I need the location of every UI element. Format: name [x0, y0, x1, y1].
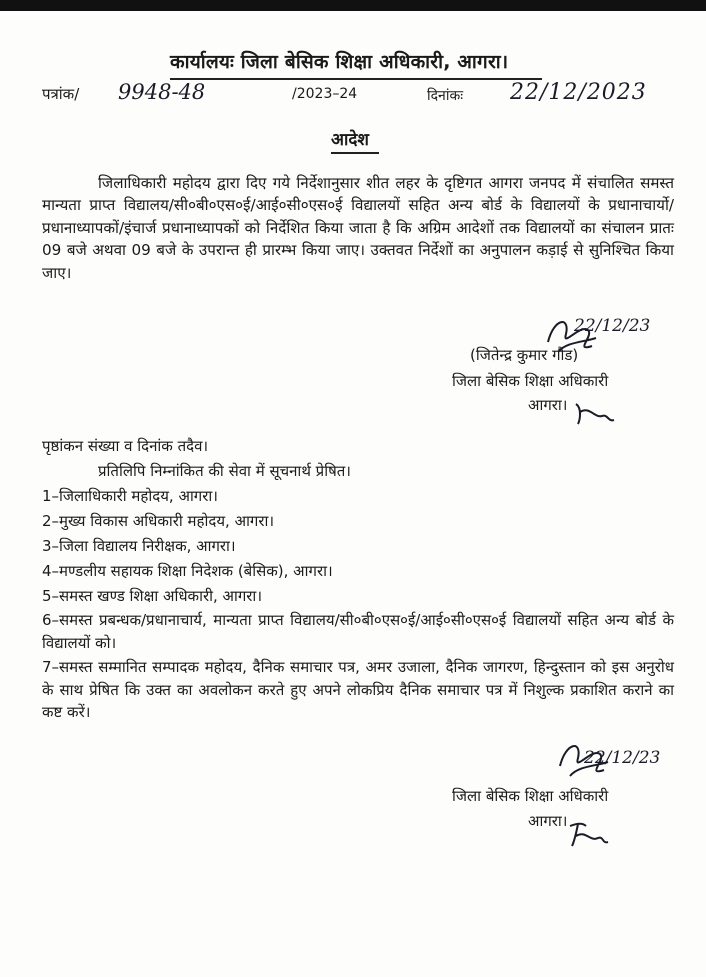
reference-year: /2023–24	[292, 86, 358, 102]
order-body: जिलाधिकारी महोदय द्वारा दिए गये निर्देशानुसार शीत लहर के दृष्टिगत आगरा जनपद में संचालित समस्त मान्यता प्राप्त विद्यालय/सी०बी०एस०ई/आई०सी०एस०ई विद्यालयों सहित अन्य बोर्ड के विद्यालयों के प्रधानाचार्यो/प्रधानाध्यापकों/इंचार्ज प्रधानाध्यापकों को निर्देशित किया जाता है कि अग्रिम आदेशों तक विद्यालयों का संचालन प्रातः 09 बजे अथवा 09 बजे के उपरान्त ही प्रारम्भ किया जाए। उक्तवत निर्देशों का अनुपालन कड़ाई से सुनिश्चित किया जाए।	[42, 174, 674, 282]
list-item: 3–जिला विद्यालय निरीक्षक, आगरा।	[42, 537, 236, 555]
list-item: 4–मण्डलीय सहायक शिक्षा निदेशक (बेसिक), आगरा।	[42, 562, 333, 580]
officer-name: (जितेन्द्र कुमार गौड)	[470, 346, 579, 364]
list-item: 5–समस्त खण्ड शिक्षा अधिकारी, आगरा।	[42, 587, 263, 605]
copy-forwarded-line: प्रतिलिपि निम्नांकित की सेवा में सूचनार्थ प्रेषित।	[98, 462, 351, 480]
order-title-underline	[331, 152, 379, 154]
list-item: 6–समस्त प्रबन्धक/प्रधानाचार्य, मान्यता प्राप्त विद्यालय/सी०बी०एस०ई/आई०सी०एस०ई विद्यालयों सहित अन्य बोर्ड के विद्यालयों को।	[42, 611, 674, 652]
initial-mark-2	[566, 818, 610, 850]
date-value: 22/12/2023	[510, 80, 647, 105]
signature-1-date: 22/12/23	[574, 316, 651, 336]
signature-2-date: 22/12/23	[584, 748, 661, 768]
reference-label: पत्रांक/	[42, 85, 80, 103]
list-item: 7–समस्त सम्मानित सम्पादक महोदय, दैनिक समाचार पत्र, अमर उजाला, दैनिक जागरण, हिन्दुस्तान को इस अनुरोध के साथ प्रेषित कि उक्त का अवलोकन करते हुए अपने लोकप्रिय दैनिक समाचार पत्र में निशुल्क प्रकाशित कराने का कष्ट करें।	[42, 658, 674, 721]
list-item: 1–जिलाधिकारी महोदय, आगरा।	[42, 487, 218, 505]
order-title: आदेश	[331, 130, 369, 150]
officer-place-1: आगरा।	[528, 396, 568, 414]
list-item: 2–मुख्य विकास अधिकारी महोदय, आगरा।	[42, 512, 275, 530]
endorsement-line: पृष्ठांकन संख्या व दिनांक तदैव।	[42, 437, 209, 455]
reference-number: 9948-48	[118, 80, 206, 104]
officer-designation-1: जिला बेसिक शिक्षा अधिकारी	[452, 372, 609, 390]
officer-place-2: आगरा।	[528, 812, 568, 830]
date-label: दिनांकः	[427, 88, 464, 104]
officer-designation-2: जिला बेसिक शिक्षा अधिकारी	[452, 787, 609, 805]
header-underline	[170, 78, 542, 80]
initial-mark-1	[572, 398, 616, 428]
office-header: कार्यालयः जिला बेसिक शिक्षा अधिकारी, आगरा।	[170, 51, 509, 73]
top-dark-band	[0, 0, 706, 11]
